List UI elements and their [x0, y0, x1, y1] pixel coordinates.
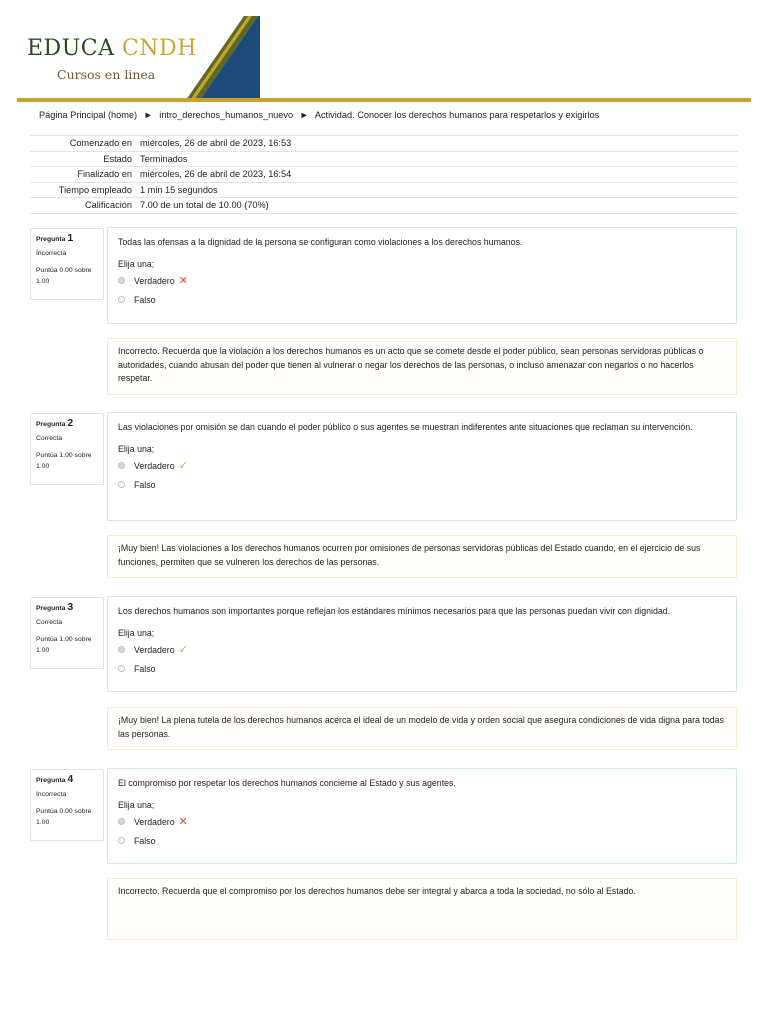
summary-row — [30, 151, 738, 167]
summary-value: 1 min 15 segundos — [140, 182, 738, 198]
answer-option[interactable] — [118, 475, 726, 494]
question-info — [30, 597, 104, 669]
radio-button-selected[interactable] — [118, 818, 125, 825]
summary-key: Tiempo empleado — [30, 182, 140, 198]
question-content — [107, 596, 737, 692]
summary-value: miércoles, 26 de abril de 2023, 16:53 — [140, 136, 738, 152]
attempt-summary-table — [30, 135, 738, 214]
radio-button-selected[interactable] — [118, 646, 125, 653]
summary-value: Terminados — [140, 151, 738, 167]
question-content — [107, 412, 737, 521]
summary-value: 7.00 de un total de 10.00 (70%) — [140, 198, 738, 214]
question-grade: Puntúa 1.00 sobre 1.00 — [36, 452, 92, 470]
incorrect-icon: ✕ — [178, 815, 188, 828]
question-info — [30, 228, 104, 300]
feedback-box: Incorrecto. Recuerda que el compromiso por los derechos humanos debe ser integral y abarca a toda la sociedad, no sólo al Estado. — [107, 878, 737, 940]
summary-key: Calificación — [30, 198, 140, 214]
breadcrumb-separator: ► — [299, 110, 309, 120]
answer-prompt: Elija una; — [118, 800, 155, 810]
question-info — [30, 769, 104, 841]
question-state: Correcta — [36, 435, 63, 442]
site-header — [0, 0, 768, 104]
radio-button[interactable] — [118, 481, 125, 488]
breadcrumb-separator: ► — [143, 110, 153, 120]
radio-button[interactable] — [118, 296, 125, 303]
answer-option[interactable] — [118, 271, 726, 290]
answer-label: Verdadero — [134, 275, 175, 286]
question-number: 2 — [67, 417, 74, 429]
question-info — [30, 413, 104, 485]
answer-label: Falso — [134, 835, 156, 846]
question-state: Correcta — [36, 619, 63, 626]
answer-label: Verdadero — [134, 644, 175, 655]
correct-check-icon: ✓ — [178, 459, 188, 472]
incorrect-icon: ✕ — [178, 274, 188, 287]
feedback-box: ¡Muy bien! La plena tutela de los derechos humanos acerca el ideal de un modelo de vida y orden social que asegura condiciones de vida digna para todas las personas. — [107, 707, 737, 750]
question-label: Pregunta — [36, 236, 66, 243]
answer-prompt: Elija una; — [118, 628, 155, 638]
question-content — [107, 227, 737, 324]
summary-key: Finalizado en — [30, 167, 140, 183]
question-number: 3 — [67, 601, 74, 613]
brand-name-part2: CNDH — [121, 36, 197, 61]
summary-key: Estado — [30, 151, 140, 167]
summary-row — [30, 167, 738, 183]
answer-label: Falso — [134, 663, 156, 674]
answer-option[interactable] — [118, 812, 726, 831]
brand-name-part1: EDUCA — [27, 36, 115, 61]
question-state: Incorrecta — [36, 791, 67, 798]
question-number: 1 — [67, 232, 74, 244]
answer-label: Falso — [134, 479, 156, 490]
question-number: 4 — [67, 773, 74, 785]
summary-row — [30, 136, 738, 152]
answer-label: Verdadero — [134, 816, 175, 827]
question-label: Pregunta — [36, 605, 66, 612]
radio-button-selected[interactable] — [118, 277, 125, 284]
answer-option[interactable] — [118, 290, 726, 309]
question-text: Los derechos humanos son importantes porque reflejan los estándares mínimos necesarios para que las personas puedan vivir con dignidad. — [118, 606, 671, 616]
radio-button-selected[interactable] — [118, 462, 125, 469]
radio-button[interactable] — [118, 837, 125, 844]
answer-prompt: Elija una; — [118, 259, 155, 269]
question-grade: Puntúa 1.00 sobre 1.00 — [36, 636, 92, 654]
answer-label: Falso — [134, 294, 156, 305]
question-label: Pregunta — [36, 777, 66, 784]
breadcrumb-activity[interactable]: Actividad. Conocer los derechos humanos para respetarlos y exigirlos — [314, 110, 600, 120]
question-text: Todas las ofensas a la dignidad de la persona se configuran como violaciones a los derechos humanos. — [118, 237, 523, 247]
header-divider — [17, 98, 751, 102]
answer-label: Verdadero — [134, 460, 175, 471]
breadcrumb-course[interactable]: intro_derechos_humanos_nuevo — [159, 110, 294, 120]
answer-option[interactable] — [118, 456, 726, 475]
question-grade: Puntúa 0.00 sobre 1.00 — [36, 267, 92, 285]
summary-row — [30, 182, 738, 198]
question-grade: Puntúa 0.00 sobre 1.00 — [36, 808, 92, 826]
summary-value: miércoles, 26 de abril de 2023, 16:54 — [140, 167, 738, 183]
radio-button[interactable] — [118, 665, 125, 672]
logo-graphic — [186, 16, 260, 100]
breadcrumb-home[interactable]: Página Principal (home) — [39, 110, 138, 120]
question-state: Incorrecta — [36, 250, 67, 257]
question-label: Pregunta — [36, 421, 66, 428]
feedback-box: Incorrecto. Recuerda que la violación a los derechos humanos es un acto que se comete desde el poder público, sean personas servidoras públicas o autoridades, cuando abusan del poder que tienen al vulnerar o negar los derechos de las personas, o incluso amenazar con negarlos o no hacerlos respetar. — [107, 338, 737, 395]
summary-row — [30, 198, 738, 214]
breadcrumb — [39, 110, 599, 120]
correct-check-icon: ✓ — [178, 643, 188, 656]
question-content — [107, 768, 737, 864]
summary-key: Comenzado en — [30, 136, 140, 152]
brand-tagline: Cursos en linea — [57, 67, 156, 82]
question-text: El compromiso por respetar los derechos humanos concierne al Estado y sus agentes. — [118, 778, 456, 788]
feedback-box: ¡Muy bien! Las violaciones a los derechos humanos ocurren por omisiones de personas servidoras públicas del Estado cuando, en el ejercicio de sus funciones, permiten que se vulneren los derechos de las personas. — [107, 535, 737, 578]
answer-prompt: Elija una; — [118, 444, 155, 454]
question-text: Las violaciones por omisión se dan cuando el poder público o sus agentes se muestran indiferentes ante situaciones que reclaman su intervención. — [118, 422, 693, 432]
answer-option[interactable] — [118, 831, 726, 850]
brand-name[interactable] — [27, 36, 197, 61]
answer-option[interactable] — [118, 659, 726, 678]
answer-option[interactable] — [118, 640, 726, 659]
